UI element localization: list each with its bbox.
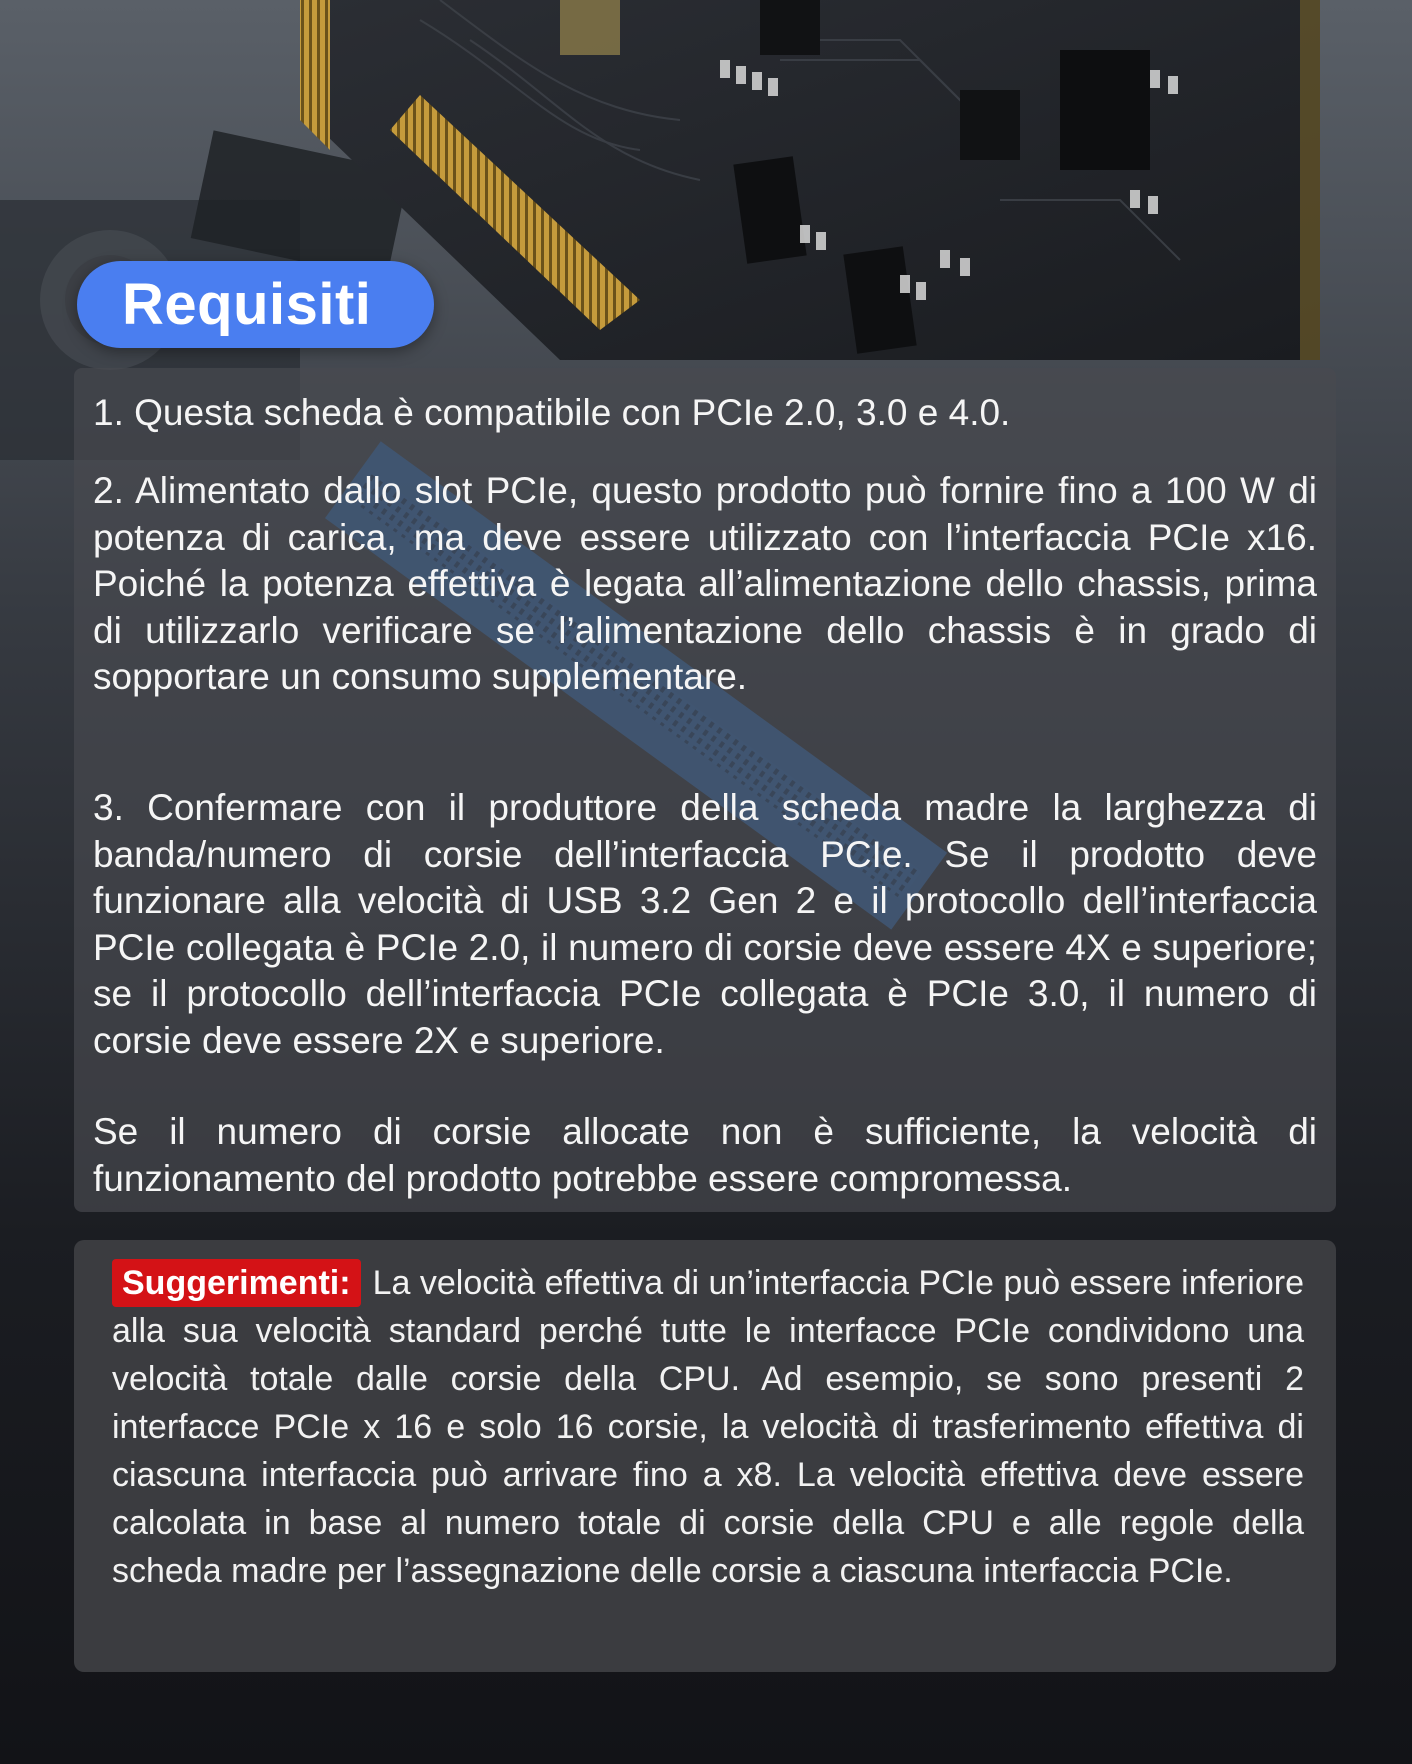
requirement-item-3-note: Se il numero di corsie allocate non è sufficiente, la velocità di funzionamento del prodotto potrebbe essere compromessa.: [93, 1111, 1317, 1199]
requirement-item-3: 3. Confermare con il produttore della scheda madre la larghezza di banda/numero di corsie dell’interfaccia PCIe. Se il prodotto deve funzionare alla velocità di USB 3.2 Gen 2 e il protocollo dell’interfaccia PCIe collegata è PCIe 2.0, il numero di corsie deve essere 4X e superiore; se il protocollo dell’interfaccia PCIe collegata è PCIe 3.0, il numero di corsie deve essere 2X e superiore.: [93, 787, 1317, 1061]
tips-paragraph: [112, 1259, 1304, 1595]
requirement-item-1: 1. Questa scheda è compatibile con PCIe 2.0, 3.0 e 4.0.: [93, 392, 1011, 433]
section-title-pill: [77, 261, 434, 348]
tips-text: La velocità effettiva di un’interfaccia PCIe può essere inferiore alla sua velocità standard perché tutte le interfacce PCIe condividono una velocità totale dalle corsie della CPU. Ad esempio, se sono presenti 2 interfacce PCIe x 16 e solo 16 corsie, la velocità di trasferimento effettiva di ciascuna interfaccia può arrivare fino a x8. La velocità effettiva deve essere calcolata in base al numero totale di corsie della CPU e alle regole della scheda madre per l’assegnazione delle corsie a ciascuna interfaccia PCIe.: [112, 1264, 1304, 1590]
page-title: Requisiti: [122, 272, 372, 337]
tips-label: Suggerimenti:: [112, 1259, 361, 1307]
requirement-item-2: 2. Alimentato dallo slot PCIe, questo prodotto può fornire fino a 100 W di potenza di carica, ma deve essere utilizzato con l’interfaccia PCIe x16. Poiché la potenza effettiva è legata all’alimentazione dello chassis, prima di utilizzarlo verificare se l’alimentazione dello chassis è in grado di sopportare un consumo supplementare.: [93, 470, 1317, 697]
